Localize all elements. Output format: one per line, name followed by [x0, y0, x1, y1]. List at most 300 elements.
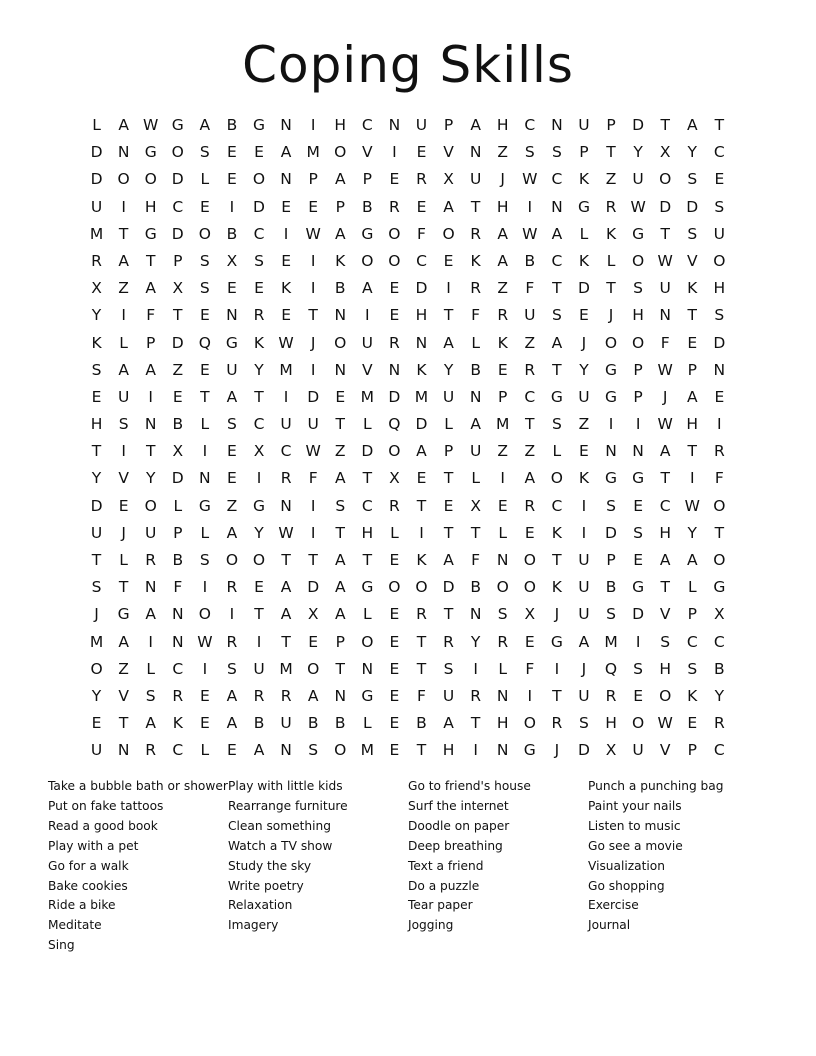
grid-letter[interactable]: J [581, 659, 587, 678]
grid-letter[interactable]: R [145, 741, 157, 760]
grid-letter[interactable]: K [578, 251, 590, 270]
grid-letter[interactable]: E [254, 578, 264, 597]
grid-letter[interactable]: Y [91, 469, 102, 488]
grid-letter[interactable]: E [199, 686, 210, 705]
grid-letter[interactable]: I [256, 469, 262, 488]
grid-letter[interactable]: A [416, 442, 427, 461]
grid-letter[interactable]: A [659, 551, 671, 569]
grid-letter[interactable]: O [198, 605, 211, 624]
grid-letter[interactable]: S [91, 578, 102, 597]
grid-letter[interactable]: A [226, 387, 238, 406]
grid-letter[interactable]: R [145, 551, 157, 569]
grid-letter[interactable]: D [90, 170, 103, 189]
grid-letter[interactable]: P [579, 143, 589, 162]
grid-letter[interactable]: E [281, 251, 291, 270]
grid-letter[interactable]: A [443, 197, 454, 216]
grid-letter[interactable]: S [254, 251, 264, 270]
grid-letter[interactable]: E [199, 714, 210, 733]
grid-letter[interactable]: S [606, 496, 616, 515]
grid-letter[interactable]: A [334, 469, 346, 488]
grid-letter[interactable]: M [89, 632, 104, 651]
grid-letter[interactable]: B [362, 197, 373, 216]
grid-letter[interactable]: Y [254, 360, 264, 379]
grid-letter[interactable]: N [659, 306, 671, 325]
grid-letter[interactable]: T [173, 306, 183, 325]
grid-letter[interactable]: T [470, 714, 481, 733]
grid-letter[interactable]: R [280, 469, 292, 488]
grid-letter[interactable]: F [714, 469, 724, 488]
grid-letter[interactable]: P [633, 387, 643, 406]
grid-letter[interactable]: U [226, 360, 238, 379]
grid-letter[interactable]: Y [687, 523, 697, 542]
grid-letter[interactable]: M [604, 632, 618, 651]
grid-letter[interactable]: R [389, 197, 400, 216]
grid-letter[interactable]: D [686, 197, 699, 216]
grid-letter[interactable]: F [308, 469, 318, 488]
grid-letter[interactable]: K [470, 251, 481, 270]
grid-letter[interactable]: S [606, 605, 616, 624]
grid-letter[interactable]: O [144, 496, 157, 515]
grid-letter[interactable]: A [253, 741, 265, 760]
grid-letter[interactable]: B [470, 360, 481, 379]
grid-letter[interactable]: E [281, 197, 291, 216]
grid-letter[interactable]: I [310, 523, 316, 542]
grid-letter[interactable]: S [335, 496, 346, 515]
grid-letter[interactable]: R [605, 197, 617, 216]
grid-letter[interactable]: O [713, 251, 726, 270]
grid-letter[interactable]: O [90, 659, 103, 678]
grid-letter[interactable]: O [415, 578, 428, 597]
grid-letter[interactable]: T [145, 251, 156, 270]
grid-letter[interactable]: R [416, 170, 427, 189]
grid-letter[interactable]: O [388, 251, 401, 270]
grid-letter[interactable]: X [389, 469, 400, 488]
grid-letter[interactable]: F [146, 306, 156, 325]
grid-letter[interactable]: J [121, 523, 126, 542]
grid-letter[interactable]: T [660, 224, 670, 243]
grid-letter[interactable]: M [306, 143, 320, 162]
grid-letter[interactable]: O [334, 333, 347, 352]
grid-letter[interactable]: A [659, 442, 671, 461]
grid-letter[interactable]: E [227, 143, 237, 162]
grid-letter[interactable]: A [362, 279, 373, 298]
grid-letter[interactable]: G [144, 224, 157, 243]
grid-letter[interactable]: Z [524, 333, 536, 352]
grid-letter[interactable]: P [362, 170, 372, 189]
grid-letter[interactable]: N [496, 686, 509, 705]
grid-letter[interactable]: E [443, 251, 454, 270]
grid-letter[interactable]: O [252, 170, 266, 189]
grid-letter[interactable]: A [280, 605, 292, 624]
grid-letter[interactable]: E [687, 714, 698, 733]
grid-letter[interactable]: N [334, 360, 347, 379]
grid-letter[interactable]: K [578, 469, 590, 488]
grid-letter[interactable]: E [227, 741, 237, 760]
grid-letter[interactable]: N [144, 415, 157, 434]
grid-letter[interactable]: S [687, 224, 698, 243]
grid-letter[interactable]: H [496, 714, 509, 733]
grid-letter[interactable]: O [713, 551, 726, 569]
grid-letter[interactable]: N [171, 632, 184, 651]
grid-letter[interactable]: S [199, 143, 210, 162]
grid-letter[interactable]: A [578, 632, 590, 651]
grid-letter[interactable]: I [717, 415, 722, 434]
grid-letter[interactable]: I [554, 659, 560, 678]
grid-letter[interactable]: V [362, 360, 373, 379]
grid-letter[interactable]: A [226, 523, 238, 542]
grid-letter[interactable]: S [551, 143, 562, 162]
grid-letter[interactable]: I [473, 659, 478, 678]
grid-letter[interactable]: A [199, 116, 211, 134]
grid-letter[interactable]: T [687, 306, 697, 325]
grid-letter[interactable]: D [171, 170, 184, 189]
grid-letter[interactable]: O [713, 496, 726, 515]
grid-letter[interactable]: B [226, 224, 238, 243]
grid-letter[interactable]: T [416, 741, 427, 760]
grid-letter[interactable]: B [416, 714, 427, 733]
grid-letter[interactable]: E [335, 387, 346, 406]
grid-letter[interactable]: D [90, 143, 103, 162]
grid-letter[interactable]: T [443, 469, 454, 488]
grid-letter[interactable]: J [581, 333, 587, 352]
grid-letter[interactable]: O [632, 251, 645, 270]
grid-letter[interactable]: E [91, 714, 102, 733]
grid-letter[interactable]: C [524, 387, 536, 406]
grid-letter[interactable]: Y [470, 632, 481, 651]
grid-letter[interactable]: G [632, 469, 645, 488]
grid-letter[interactable]: S [497, 605, 508, 624]
grid-letter[interactable]: L [579, 224, 589, 243]
grid-letter[interactable]: L [146, 659, 156, 678]
grid-letter[interactable]: S [91, 360, 102, 379]
grid-letter[interactable]: C [253, 415, 265, 434]
grid-letter[interactable]: L [471, 469, 480, 488]
grid-letter[interactable]: A [280, 578, 292, 597]
grid-letter[interactable]: G [605, 360, 618, 379]
grid-letter[interactable]: C [713, 143, 725, 162]
grid-letter[interactable]: H [415, 306, 428, 325]
grid-letter[interactable]: U [145, 523, 157, 542]
grid-letter[interactable]: Z [524, 442, 536, 461]
grid-letter[interactable]: I [121, 197, 126, 216]
grid-letter[interactable]: U [415, 116, 428, 134]
grid-letter[interactable]: A [334, 578, 346, 597]
grid-letter[interactable]: F [471, 551, 481, 569]
grid-letter[interactable]: O [225, 551, 239, 569]
grid-letter[interactable]: I [283, 387, 289, 406]
grid-letter[interactable]: V [659, 741, 671, 760]
grid-letter[interactable]: D [415, 415, 428, 434]
grid-letter[interactable]: W [278, 333, 294, 352]
grid-letter[interactable]: M [360, 387, 374, 406]
grid-letter[interactable]: I [310, 279, 316, 298]
grid-letter[interactable]: B [470, 578, 481, 597]
grid-letter[interactable]: C [713, 741, 725, 760]
grid-letter[interactable]: O [198, 224, 211, 243]
grid-letter[interactable]: E [199, 197, 210, 216]
grid-letter[interactable]: H [713, 279, 726, 298]
grid-letter[interactable]: P [633, 360, 643, 379]
grid-letter[interactable]: M [414, 387, 429, 406]
grid-letter[interactable]: I [310, 496, 316, 515]
grid-letter[interactable]: G [550, 632, 563, 651]
grid-letter[interactable]: N [551, 116, 563, 134]
grid-letter[interactable]: E [389, 686, 400, 705]
grid-letter[interactable]: T [335, 659, 345, 678]
grid-letter[interactable]: W [143, 116, 159, 134]
grid-letter[interactable]: R [470, 686, 482, 705]
grid-letter[interactable]: K [416, 551, 427, 569]
grid-letter[interactable]: Z [226, 496, 238, 515]
grid-letter[interactable]: T [145, 442, 156, 461]
grid-letter[interactable]: D [171, 224, 184, 243]
grid-letter[interactable]: R [443, 632, 454, 651]
grid-letter[interactable]: D [442, 578, 455, 597]
grid-letter[interactable]: I [229, 605, 235, 624]
grid-letter[interactable]: O [496, 578, 509, 597]
grid-letter[interactable]: T [443, 523, 454, 542]
grid-letter[interactable]: C [551, 496, 563, 515]
grid-letter[interactable]: Z [118, 279, 129, 298]
grid-letter[interactable]: X [226, 251, 238, 270]
grid-letter[interactable]: E [199, 360, 210, 379]
grid-letter[interactable]: T [200, 387, 210, 406]
grid-letter[interactable]: U [632, 170, 644, 189]
grid-letter[interactable]: U [632, 741, 644, 760]
grid-letter[interactable]: X [470, 496, 481, 515]
grid-letter[interactable]: A [551, 333, 563, 352]
grid-letter[interactable]: H [605, 714, 617, 733]
grid-letter[interactable]: E [579, 306, 589, 325]
grid-letter[interactable]: O [604, 333, 618, 352]
grid-letter[interactable]: V [659, 605, 671, 624]
grid-letter[interactable]: E [199, 306, 210, 325]
grid-letter[interactable]: W [522, 170, 538, 189]
grid-letter[interactable]: O [388, 224, 401, 243]
grid-letter[interactable]: U [713, 224, 726, 243]
grid-letter[interactable]: G [225, 333, 238, 352]
grid-letter[interactable]: E [579, 442, 589, 461]
grid-letter[interactable]: A [145, 279, 156, 298]
grid-letter[interactable]: A [145, 360, 156, 379]
grid-letter[interactable]: T [118, 714, 129, 733]
grid-letter[interactable]: J [608, 306, 614, 325]
grid-letter[interactable]: U [90, 741, 103, 760]
grid-letter[interactable]: S [687, 170, 698, 189]
grid-letter[interactable]: L [471, 333, 480, 352]
grid-letter[interactable]: S [714, 306, 725, 325]
grid-letter[interactable]: N [388, 116, 401, 134]
grid-letter[interactable]: I [229, 197, 235, 216]
grid-letter[interactable]: C [172, 659, 184, 678]
grid-letter[interactable]: G [605, 469, 618, 488]
grid-letter[interactable]: E [524, 523, 535, 542]
grid-letter[interactable]: T [443, 605, 454, 624]
grid-letter[interactable]: I [446, 279, 451, 298]
grid-letter[interactable]: K [605, 224, 617, 243]
grid-letter[interactable]: S [551, 415, 562, 434]
grid-letter[interactable]: A [334, 224, 346, 243]
grid-letter[interactable]: P [146, 333, 156, 352]
grid-letter[interactable]: C [361, 496, 373, 515]
grid-letter[interactable]: U [117, 387, 130, 406]
grid-letter[interactable]: O [361, 632, 374, 651]
grid-letter[interactable]: T [416, 659, 427, 678]
grid-letter[interactable]: Q [198, 333, 211, 352]
grid-letter[interactable]: S [227, 415, 237, 434]
grid-letter[interactable]: N [280, 741, 292, 760]
grid-letter[interactable]: I [581, 523, 587, 542]
grid-letter[interactable]: K [253, 333, 265, 352]
grid-letter[interactable]: K [172, 714, 183, 733]
grid-letter[interactable]: E [633, 496, 643, 515]
grid-letter[interactable]: A [686, 116, 698, 134]
grid-letter[interactable]: G [713, 578, 726, 597]
grid-letter[interactable]: E [227, 469, 237, 488]
grid-letter[interactable]: A [226, 686, 238, 705]
grid-letter[interactable]: T [281, 632, 291, 651]
grid-letter[interactable]: K [91, 333, 102, 352]
grid-letter[interactable]: N [496, 551, 509, 569]
grid-letter[interactable]: E [227, 170, 237, 189]
grid-letter[interactable]: A [280, 143, 292, 162]
grid-letter[interactable]: I [581, 496, 587, 515]
grid-letter[interactable]: E [633, 551, 643, 569]
grid-letter[interactable]: G [523, 741, 536, 760]
grid-letter[interactable]: T [281, 551, 291, 569]
grid-letter[interactable]: H [659, 659, 671, 678]
grid-letter[interactable]: T [254, 605, 264, 624]
grid-letter[interactable]: O [659, 686, 672, 705]
grid-letter[interactable]: E [389, 170, 400, 189]
grid-letter[interactable]: X [307, 605, 319, 624]
grid-letter[interactable]: O [117, 170, 130, 189]
grid-letter[interactable]: A [145, 605, 156, 624]
grid-letter[interactable]: M [360, 741, 374, 760]
grid-letter[interactable]: W [305, 224, 321, 243]
grid-letter[interactable]: D [90, 496, 103, 515]
grid-letter[interactable]: A [470, 415, 481, 434]
grid-letter[interactable]: R [226, 578, 238, 597]
grid-letter[interactable]: B [334, 279, 346, 298]
grid-letter[interactable]: E [714, 170, 725, 189]
grid-letter[interactable]: I [283, 224, 289, 243]
grid-letter[interactable]: U [280, 714, 292, 733]
grid-letter[interactable]: L [363, 605, 372, 624]
grid-letter[interactable]: N [388, 360, 401, 379]
grid-letter[interactable]: I [473, 741, 478, 760]
grid-letter[interactable]: V [118, 469, 129, 488]
grid-letter[interactable]: A [307, 686, 319, 705]
grid-letter[interactable]: O [361, 251, 374, 270]
grid-letter[interactable]: N [117, 741, 130, 760]
grid-letter[interactable]: G [632, 224, 645, 243]
grid-letter[interactable]: L [200, 415, 210, 434]
grid-letter[interactable]: E [389, 605, 400, 624]
grid-letter[interactable]: E [389, 306, 400, 325]
grid-letter[interactable]: C [172, 197, 184, 216]
grid-letter[interactable]: A [334, 170, 346, 189]
grid-letter[interactable]: S [199, 551, 210, 569]
grid-letter[interactable]: O [523, 714, 536, 733]
grid-letter[interactable]: L [200, 741, 210, 760]
grid-letter[interactable]: A [443, 714, 454, 733]
grid-letter[interactable]: G [361, 686, 374, 705]
grid-letter[interactable]: S [227, 659, 237, 678]
grid-letter[interactable]: G [361, 578, 374, 597]
grid-letter[interactable]: O [171, 143, 184, 162]
grid-letter[interactable]: R [713, 442, 725, 461]
grid-letter[interactable]: H [144, 197, 157, 216]
grid-letter[interactable]: N [334, 306, 347, 325]
grid-letter[interactable]: U [578, 605, 590, 624]
grid-letter[interactable]: F [417, 224, 426, 243]
grid-letter[interactable]: E [416, 197, 427, 216]
grid-letter[interactable]: R [605, 686, 617, 705]
grid-letter[interactable]: I [527, 197, 533, 216]
grid-letter[interactable]: I [310, 360, 316, 379]
grid-letter[interactable]: S [551, 306, 562, 325]
grid-letter[interactable]: P [687, 360, 697, 379]
grid-letter[interactable]: D [577, 279, 590, 298]
grid-letter[interactable]: T [470, 197, 481, 216]
grid-letter[interactable]: K [687, 686, 698, 705]
grid-letter[interactable]: K [416, 360, 427, 379]
grid-letter[interactable]: W [630, 197, 646, 216]
grid-letter[interactable]: O [388, 578, 401, 597]
grid-letter[interactable]: O [334, 143, 347, 162]
grid-letter[interactable]: T [552, 360, 562, 379]
grid-letter[interactable]: B [524, 251, 536, 270]
grid-letter[interactable]: O [550, 469, 563, 488]
grid-letter[interactable]: S [633, 659, 644, 678]
grid-letter[interactable]: D [307, 387, 320, 406]
grid-letter[interactable]: G [171, 116, 184, 134]
grid-letter[interactable]: L [173, 496, 183, 515]
grid-letter[interactable]: U [578, 551, 590, 569]
grid-letter[interactable]: N [632, 442, 644, 461]
grid-letter[interactable]: A [443, 551, 454, 569]
grid-letter[interactable]: D [307, 578, 320, 597]
grid-letter[interactable]: K [497, 333, 508, 352]
grid-letter[interactable]: U [578, 116, 590, 134]
grid-letter[interactable]: T [714, 523, 725, 542]
grid-letter[interactable]: A [334, 551, 346, 569]
grid-letter[interactable]: G [632, 578, 645, 597]
grid-letter[interactable]: Z [578, 415, 590, 434]
grid-letter[interactable]: W [197, 632, 213, 651]
grid-letter[interactable]: B [253, 714, 265, 733]
grid-letter[interactable]: S [714, 197, 725, 216]
grid-letter[interactable]: G [144, 143, 157, 162]
grid-letter[interactable]: H [496, 116, 509, 134]
grid-letter[interactable]: C [524, 116, 536, 134]
grid-letter[interactable]: A [226, 714, 238, 733]
grid-letter[interactable]: G [605, 387, 618, 406]
grid-letter[interactable]: R [551, 714, 563, 733]
grid-letter[interactable]: N [415, 333, 428, 352]
grid-letter[interactable]: N [280, 496, 292, 515]
grid-letter[interactable]: Y [145, 469, 156, 488]
grid-letter[interactable]: L [444, 415, 453, 434]
grid-letter[interactable]: D [577, 741, 590, 760]
grid-letter[interactable]: U [469, 442, 482, 461]
grid-letter[interactable]: G [550, 387, 563, 406]
grid-letter[interactable]: Y [714, 686, 725, 705]
grid-letter[interactable]: O [307, 659, 320, 678]
grid-letter[interactable]: D [605, 523, 617, 542]
grid-letter[interactable]: T [91, 551, 102, 569]
